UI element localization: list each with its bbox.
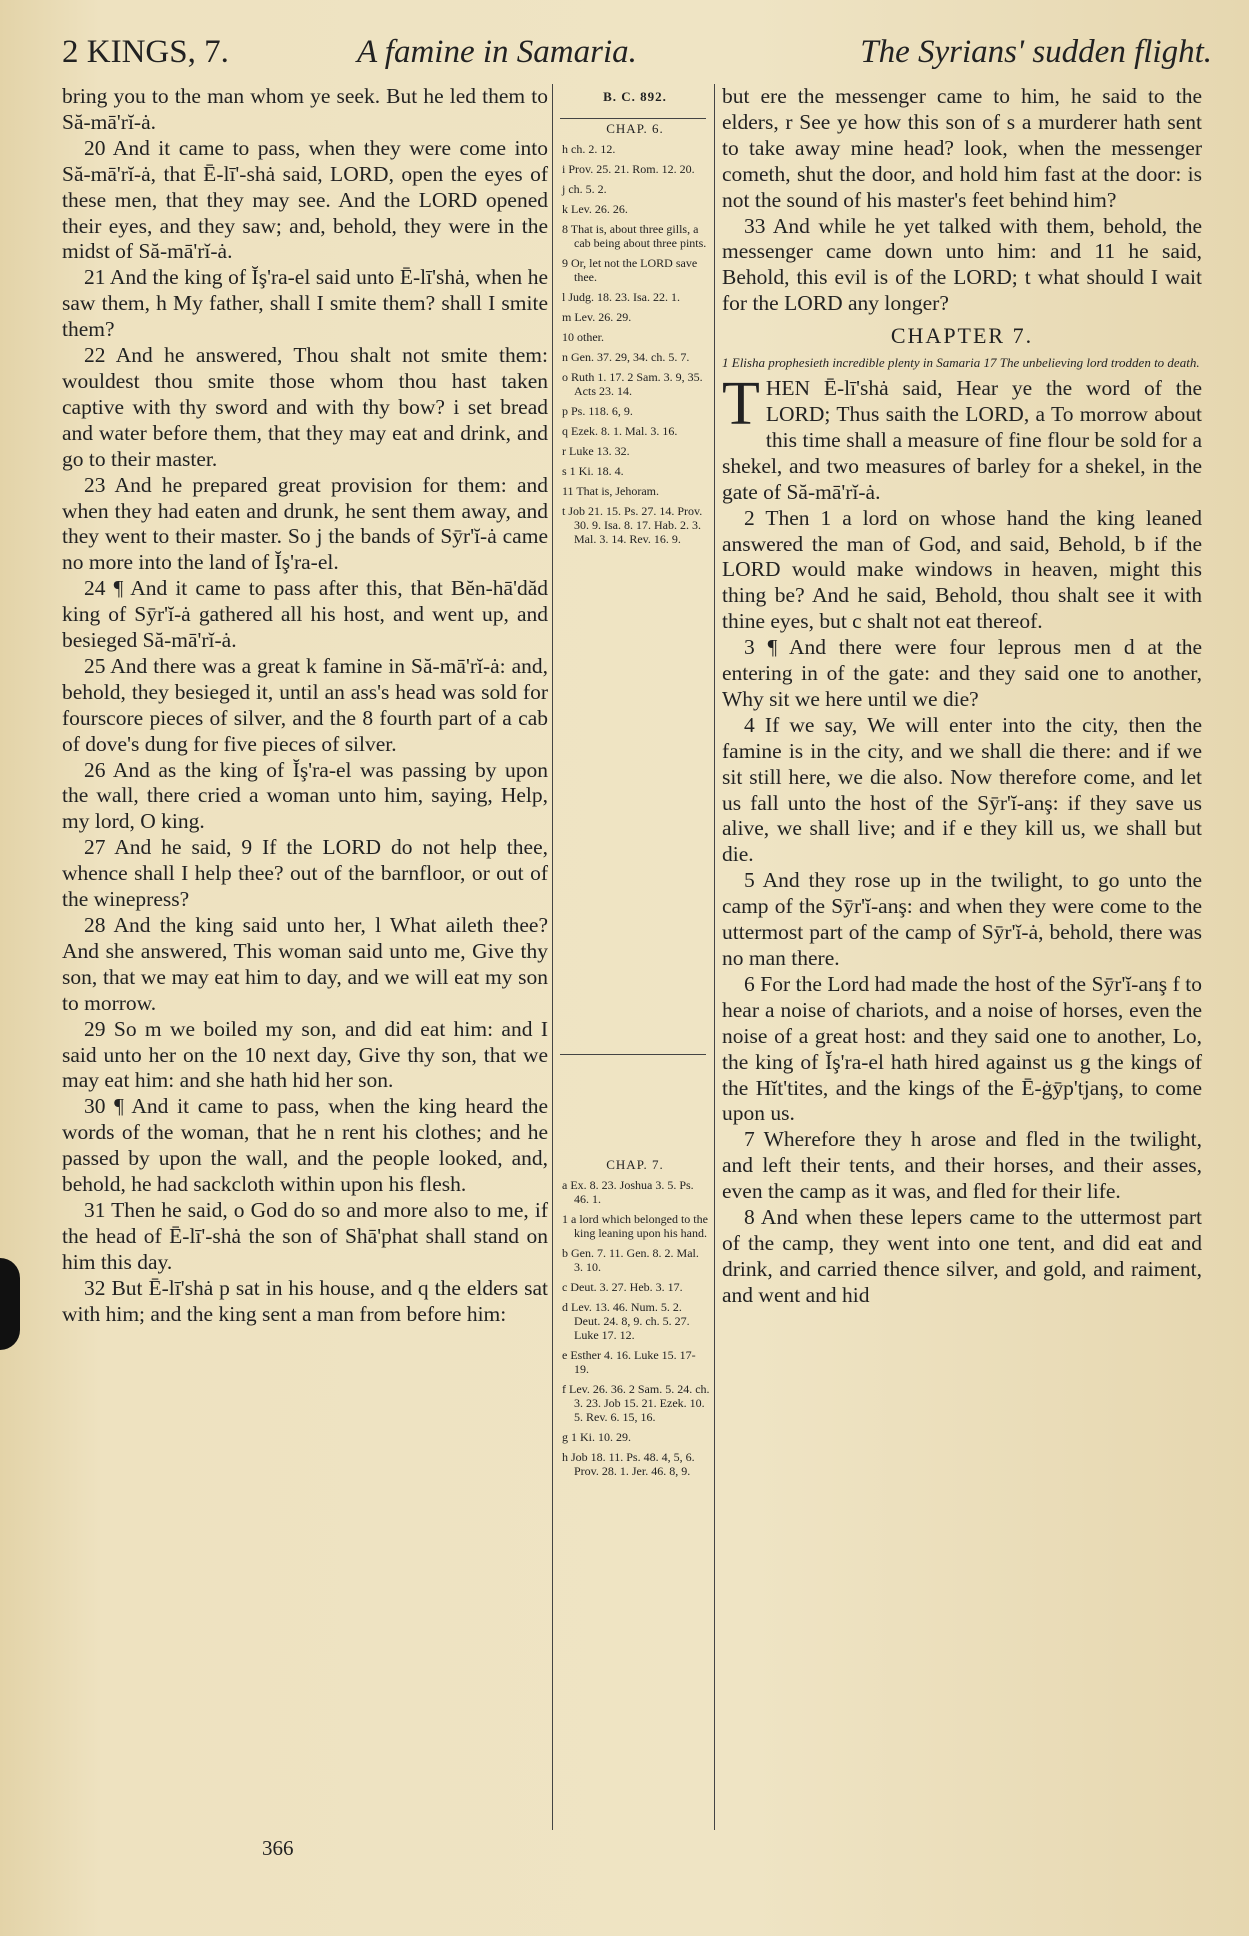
cross-reference: a Ex. 8. 23. Joshua 3. 5. Ps. 46. 1. [562, 1178, 694, 1206]
cross-reference: c Deut. 3. 27. Heb. 3. 17. [562, 1280, 683, 1294]
verse: 30 ¶ And it came to pass, when the king heard the words of the woman, that he n rent his clothes; and he passed by upon the wall, and the people looked, and, behold, he had sackcloth within upon his flesh. [62, 1094, 548, 1197]
verse: 26 And as the king of Ĭş'ra-el was passing by upon the wall, there cried a woman unto him, saying, Help, my lord, O king. [62, 757, 548, 834]
margin-chapter-label: CHAP. 7. [606, 1157, 664, 1172]
cross-reference: e Esther 4. 16. Luke 15. 17-19. [562, 1348, 696, 1376]
header-topic-left: A famine in Samaria. [357, 34, 637, 70]
cross-reference: d Lev. 13. 46. Num. 5. 2. Deut. 24. 8, 9. ch. 5. 27. Luke 17. 12. [562, 1300, 690, 1342]
cross-reference: p Ps. 118. 6, 9. [562, 404, 633, 418]
verse: 29 So m we boiled my son, and did eat him: and I said unto her on the 10 next day, Give thy son, that we may eat him: and she hath hid her son. [62, 1016, 548, 1093]
verse: 3 ¶ And there were four leprous men d at the entering in of the gate: and they said one to another, Why sit we here until we die? [722, 635, 1202, 711]
verse: 31 Then he said, o God do so and more also to me, if the head of Ē-lī'-shȧ the son of Shā'phat shall stand on him this day. [62, 1197, 548, 1274]
cross-reference: 1 a lord which belonged to the king leaning upon his hand. [562, 1212, 708, 1240]
chapter-heading: CHAPTER 7. [890, 323, 1034, 349]
verse: 27 And he said, 9 If the LORD do not help thee, whence shall I help thee? out of the barnfloor, or out of the winepress? [62, 835, 548, 912]
date-label: B. C. 892. [603, 89, 667, 104]
book-chapter-title: 2 KINGS, 7. [62, 34, 229, 70]
cross-reference: k Lev. 26. 26. [562, 202, 628, 216]
cross-reference: 11 That is, Jehoram. [562, 484, 659, 498]
cross-reference: s 1 Ki. 18. 4. [562, 464, 624, 478]
verse: 2 Then 1 a lord on whose hand the king leaned answered the man of God, and said, Behold, b if the LORD would make windows in heaven, might this thing be? And he said, Behold, thou shalt see it with thine eyes, but c shalt not eat thereof. [722, 505, 1202, 634]
text-column-right [722, 84, 1202, 1309]
cross-reference: 8 That is, about three gills, a cab being about three pints. [562, 222, 707, 250]
page-number: 366 [262, 1836, 294, 1860]
drop-cap: T [722, 370, 760, 439]
verse: 20 And it came to pass, when they were come into Să-mā'rĭ-ȧ, that Ē-lī'-shȧ said, LORD, open the eyes of these men, that they may see. And the LORD opened their eyes, and they saw; and, behold, they were in the midst of Să-mā'rĭ-ȧ. [62, 135, 548, 264]
verse: 24 ¶ And it came to pass after this, that Bĕn-hā'dăd king of Sȳr'ĭ-ȧ gathered all his host, and went up, and besieged Să-mā'rĭ-ȧ. [62, 576, 548, 653]
verse: 6 For the Lord had made the host of the Sȳr'ĭ-anş f to hear a noise of chariots, and a noise of horses, even the noise of a great host: and they said one to another, Lo, the king of Ĭş'ra-el hath hired against us g the kings of the Hĭt'tites, and the kings of the Ē-ġȳp'tjanş, to come upon us. [722, 971, 1202, 1126]
cross-reference: o Ruth 1. 17. 2 Sam. 3. 9, 35. Acts 23. 14. [562, 370, 703, 398]
margin-chapter-label: CHAP. 6. [606, 121, 664, 136]
verse: 4 If we say, We will enter into the city, then the famine is in the city, and we shall die there: and if we sit still here, we die also. Now therefore come, and let us fall unto the host of the Sȳr'ĭ-anş: if they save us alive, we shall live; and if e they kill us, we shall but die. [722, 712, 1202, 867]
running-header [62, 30, 1212, 78]
verse: but ere the messenger came to him, he said to the elders, r See ye how this son of s a murderer hath sent to take away mine head? look, when the messenger cometh, shut the door, and hold him fast at the door: is not the sound of his master's feet behind him? [722, 84, 1202, 212]
verse: 21 And the king of Ĭş'ra-el said unto Ē-lī'shȧ, when he saw them, h My father, shall I smite them? shall I smite them? [62, 265, 548, 342]
center-reference-column [560, 84, 710, 552]
column-divider-right [714, 84, 715, 1830]
text-column-left [62, 84, 548, 1328]
margin-rule-chapter [560, 1054, 706, 1055]
cross-reference: n Gen. 37. 29, 34. ch. 5. 7. [562, 350, 690, 364]
cross-reference: t Job 21. 15. Ps. 27. 14. Prov. 30. 9. Isa. 8. 17. Hab. 2. 3. Mal. 3. 14. Rev. 16. 9. [562, 504, 703, 546]
verse: 5 And they rose up in the twilight, to go unto the camp of the Sȳr'ĭ-anş: and when they were come to the uttermost part of the camp of Sȳr'ĭ-ȧ, behold, there was no man there. [722, 868, 1202, 970]
cross-reference: m Lev. 26. 29. [562, 310, 632, 324]
cross-reference: q Ezek. 8. 1. Mal. 3. 16. [562, 424, 678, 438]
cross-reference: f Lev. 26. 36. 2 Sam. 5. 24. ch. 3. 23. Job 15. 21. Ezek. 10. 5. Rev. 6. 15, 16. [562, 1382, 710, 1424]
header-topic-right: The Syrians' sudden flight. [860, 34, 1212, 70]
cross-reference: b Gen. 7. 11. Gen. 8. 2. Mal. 3. 10. [562, 1246, 699, 1274]
chapter-summary: 1 Elisha prophesieth incredible plenty in Samaria 17 The unbelieving lord trodden to death. [722, 355, 1200, 371]
verse: 23 And he prepared great provision for them: and when they had eaten and drunk, he sent them away, and they went to their master. So j the bands of Sȳr'ĭ-ȧ came no more into the land of Ĭş'ra-el. [62, 472, 548, 575]
verse: 33 And while he yet talked with them, behold, the messenger came down unto him: and 11 he said, Behold, this evil is of the LORD; t what should I wait for the LORD any longer? [722, 213, 1202, 316]
cross-reference: 10 other. [562, 330, 604, 344]
thumb-index-tab [0, 1258, 20, 1350]
cross-reference: 9 Or, let not the LORD save thee. [562, 256, 698, 284]
verse: 22 And he answered, Thou shalt not smite them: wouldest thou smite those whom thou hast taken captive with thy sword and with thy bow? i set bread and water before them, that they may eat and drink, and go to their master. [62, 343, 548, 471]
cross-reference: l Judg. 18. 23. Isa. 22. 1. [562, 290, 680, 304]
verse: 32 But Ē-lī'shȧ p sat in his house, and q the elders sat with him; and the king sent a man from before him: [62, 1275, 548, 1326]
cross-reference: h Job 18. 11. Ps. 48. 4, 5, 6. Prov. 28. 1. Jer. 46. 8, 9. [562, 1450, 695, 1478]
column-divider-left [552, 84, 553, 1830]
center-reference-column-chapter-7 [560, 1150, 710, 1484]
verse-text: HEN Ē-lī'shȧ said, Hear ye the word of the LORD; Thus saith the LORD, a To morrow about this time shall a measure of fine flour be sold for a shekel, and two measures of barley for a shekel, in the gate of Să-mā'rĭ-ȧ. [722, 376, 1202, 504]
verse: 28 And the king said unto her, l What aileth thee? And she answered, This woman said unto me, Give thy son, that we may eat him to day, and we will eat my son to morrow. [62, 913, 548, 1015]
verse: 7 Wherefore they h arose and fled in the twilight, and left their tents, and their horses, and their asses, even the camp as it was, and fled for their life. [722, 1127, 1202, 1204]
cross-reference: r Luke 13. 32. [562, 444, 630, 458]
cross-reference: h ch. 2. 12. [562, 142, 616, 156]
verse: 25 And there was a great k famine in Să-mā'rĭ-ȧ: and, behold, they besieged it, until an ass's head was sold for fourscore pieces of silver, and the 8 fourth part of a cab of dove's dung for five pieces of silver. [62, 653, 548, 756]
cross-reference: g 1 Ki. 10. 29. [562, 1430, 631, 1444]
verse: bring you to the man whom ye seek. But he led them to Să-mā'rĭ-ȧ. [62, 84, 548, 134]
verse-first [722, 370, 1202, 506]
cross-reference: j ch. 5. 2. [562, 182, 607, 196]
verse: 8 And when these lepers came to the uttermost part of the camp, they went into one tent, and did eat and drink, and carried thence silver, and gold, and raiment, and went and hid [722, 1205, 1202, 1307]
cross-reference: i Prov. 25. 21. Rom. 12. 20. [562, 162, 695, 176]
